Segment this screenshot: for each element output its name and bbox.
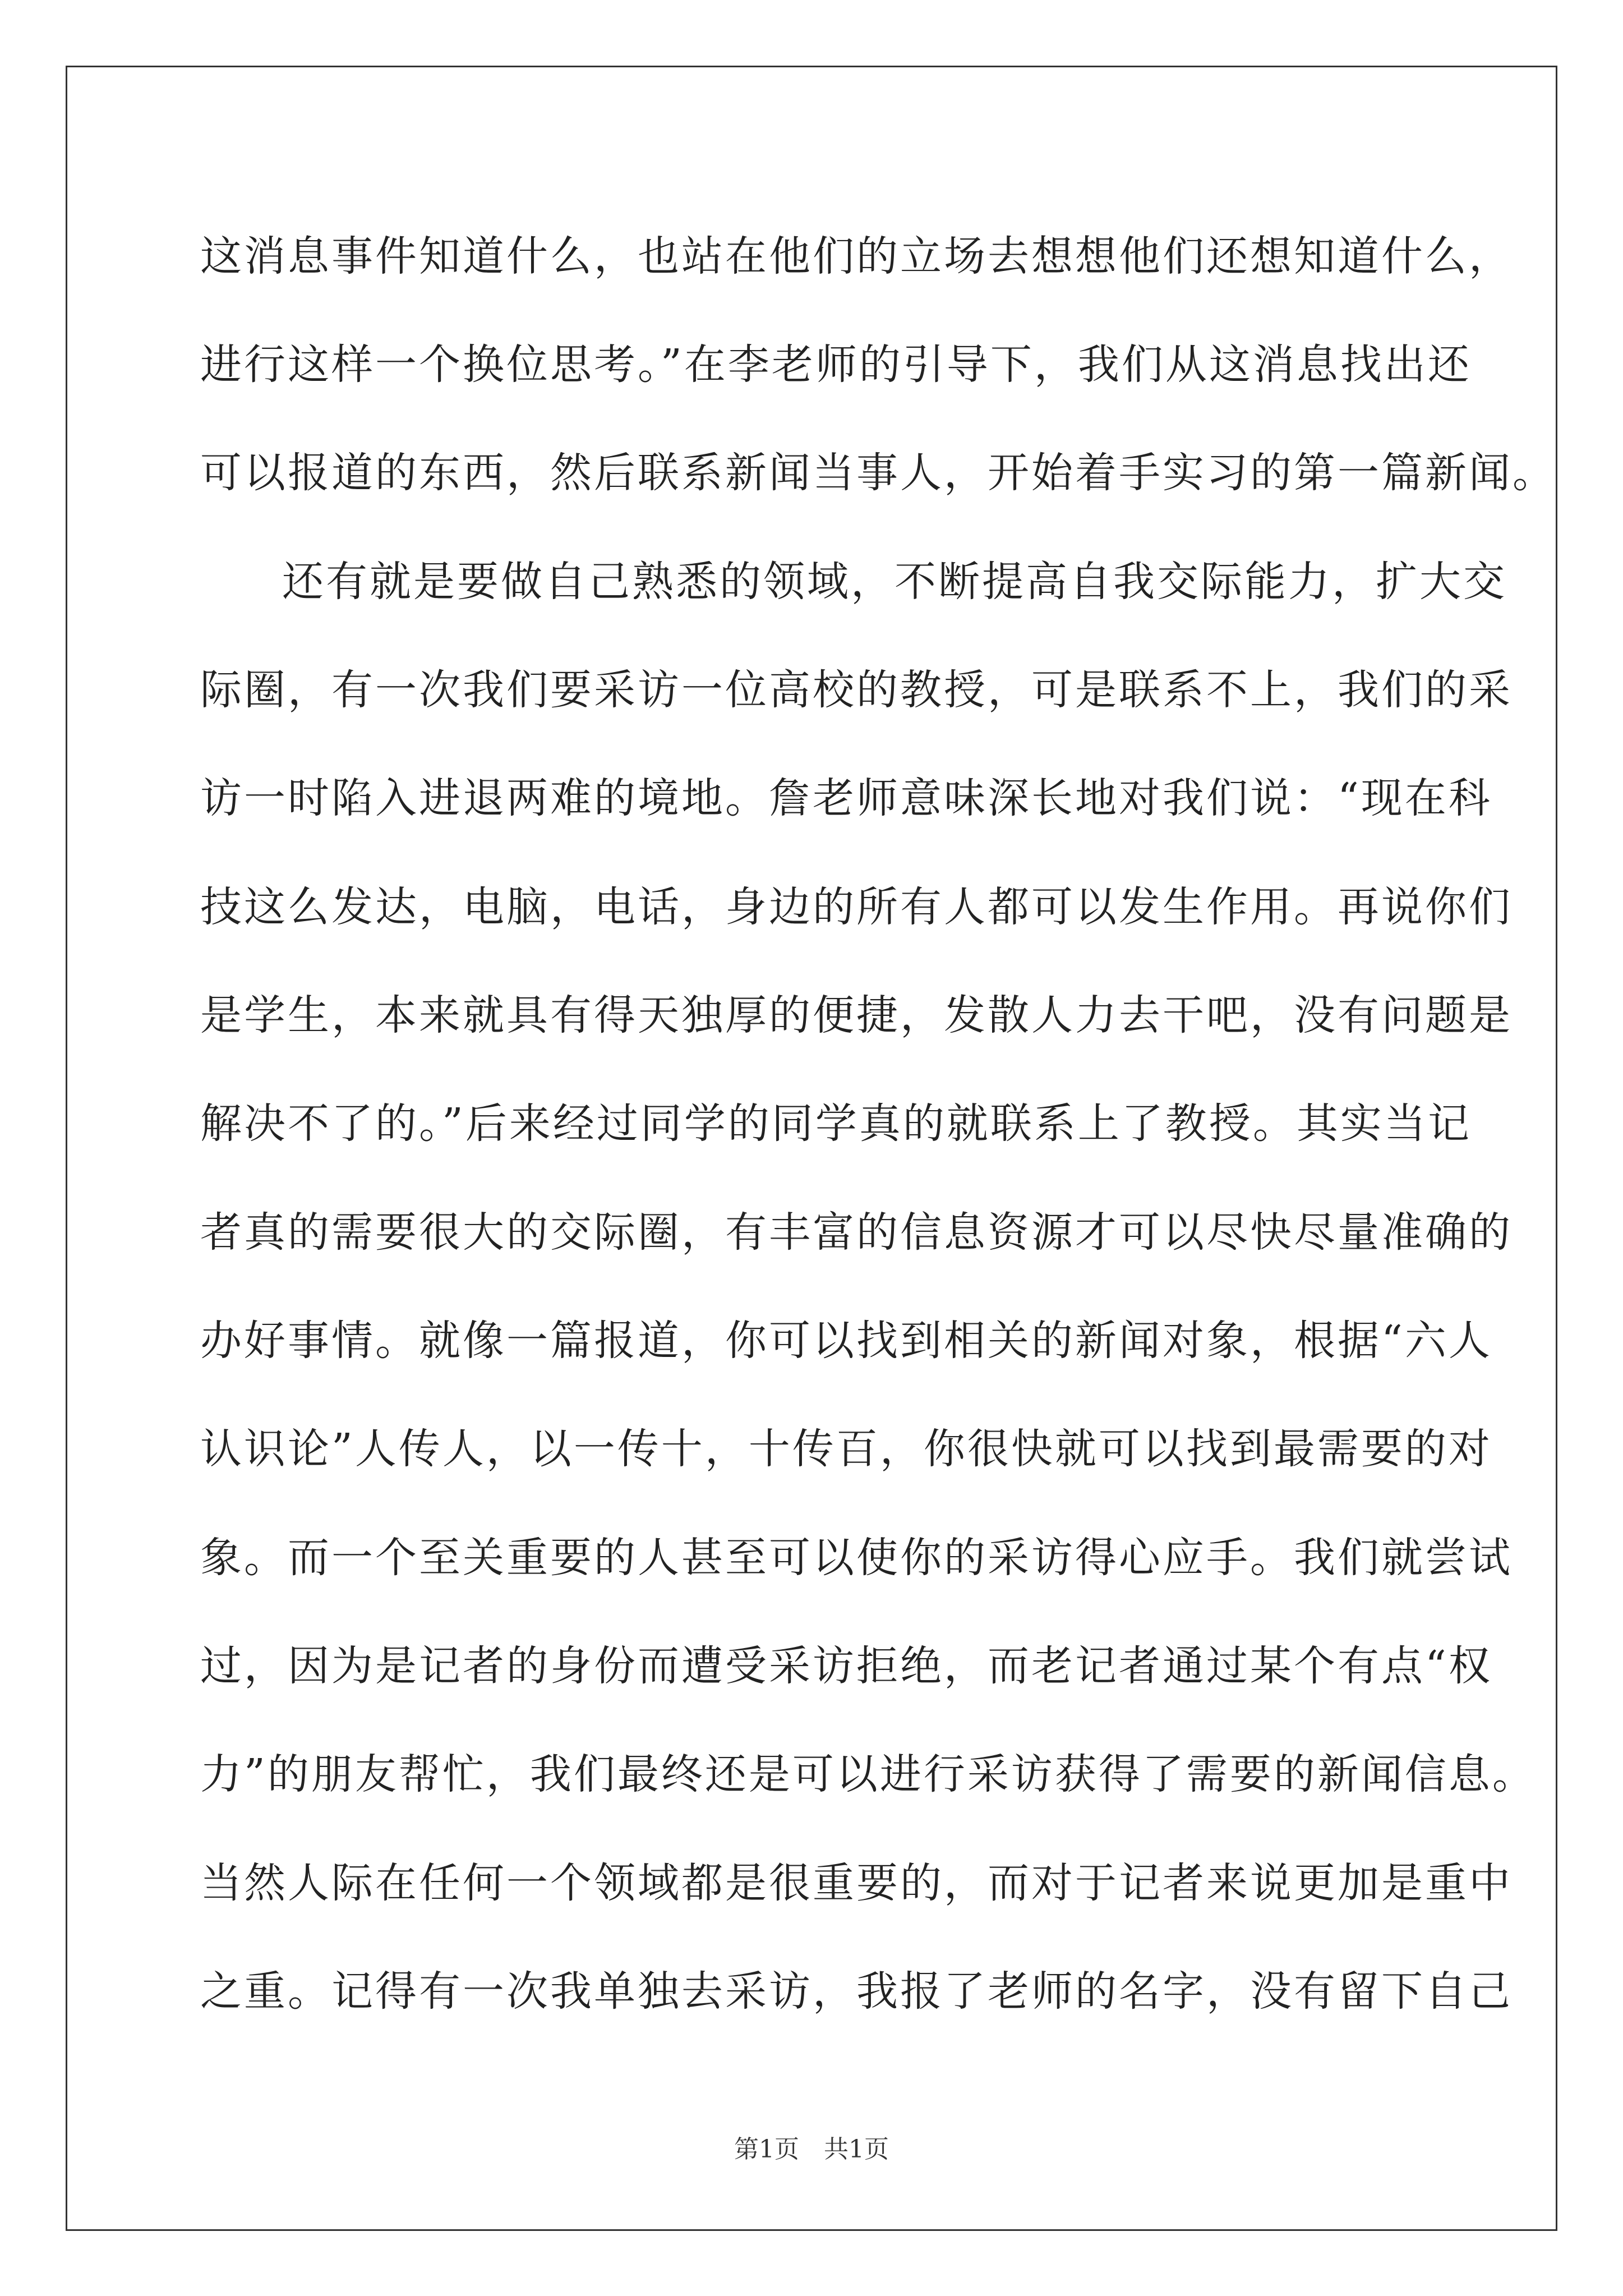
text-line-6: 访一时陷入进退两难的境地。詹老师意味深长地对我们说：“现在科	[200, 774, 1492, 822]
text-line-11: 办好事情。就像一篇报道，你可以找到相关的新闻对象，根据“六人	[200, 1317, 1492, 1365]
text-line-5: 际圈，有一次我们要采访一位高校的教授，可是联系不上，我们的采	[200, 666, 1513, 714]
text-line-9: 解决不了的。”后来经过同学的同学真的就联系上了教授。其实当记	[200, 1099, 1472, 1148]
page-footer: 第1页 共1页	[734, 2135, 889, 2164]
text-line-13: 象。而一个至关重要的人甚至可以使你的采访得心应手。我们就尝试	[200, 1534, 1513, 1582]
text-line-15: 力”的朋友帮忙，我们最终还是可以进行采访获得了需要的新闻信息。	[200, 1750, 1536, 1798]
text-line-4: 还有就是要做自己熟悉的领域，不断提高自我交际能力，扩大交	[282, 558, 1507, 606]
text-line-17: 之重。记得有一次我单独去采访，我报了老师的名字，没有留下自己	[200, 1967, 1513, 2016]
text-line-10: 者真的需要很大的交际圈，有丰富的信息资源才可以尽快尽量准确的	[200, 1208, 1513, 1257]
text-line-1: 这消息事件知道什么，也站在他们的立场去想想他们还想知道什么，	[200, 232, 1513, 280]
text-line-8: 是学生，本来就具有得天独厚的便捷，发散人力去干吧，没有问题是	[200, 991, 1513, 1039]
text-line-12: 认识论”人传人，以一传十，十传百，你很快就可以找到最需要的对	[200, 1425, 1492, 1473]
text-line-14: 过，因为是记者的身份而遭受采访拒绝，而老记者通过某个有点“权	[200, 1642, 1492, 1690]
text-line-16: 当然人际在任何一个领域都是很重要的，而对于记者来说更加是重中	[200, 1859, 1513, 1907]
text-line-3: 可以报道的东西，然后联系新闻当事人，开始着手实习的第一篇新闻。	[200, 449, 1556, 497]
text-line-2: 进行这样一个换位思考。”在李老师的引导下，我们从这消息找出还	[200, 341, 1472, 389]
text-line-7: 技这么发达，电脑，电话，身边的所有人都可以发生作用。再说你们	[200, 883, 1513, 931]
